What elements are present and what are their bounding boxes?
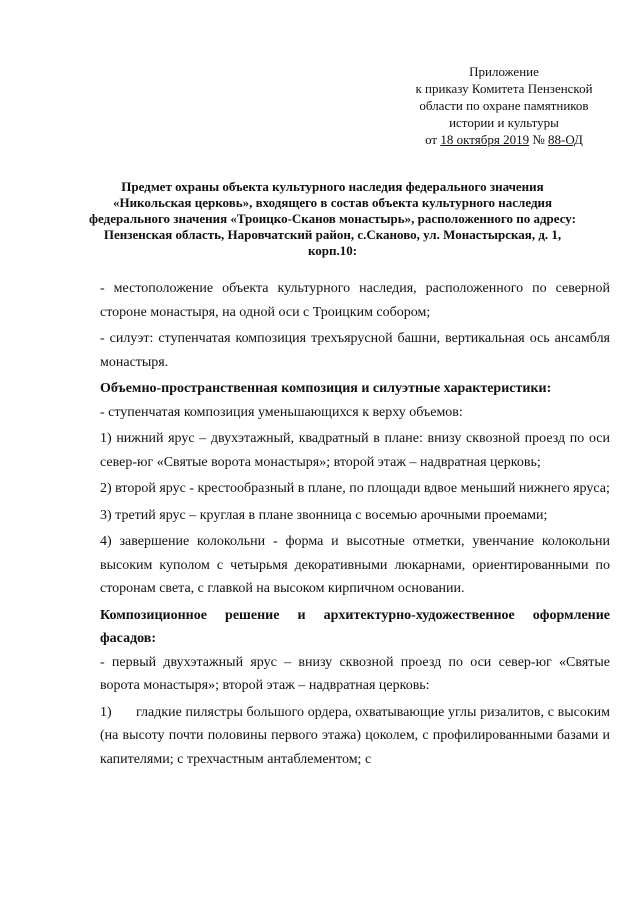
section-heading-facades: Композиционное решение и архитектурно-художественное оформление фасадов:	[100, 607, 610, 646]
list-item-tier-2: 2) второй ярус - крестообразный в плане, по площади вдвое меньший нижнего яруса;	[100, 481, 610, 496]
list-item-tier-1: 1) нижний ярус – двухэтажный, квадратный в плане: внизу сквозной проезд по оси север-юг «Святые ворота монастыря»; второй этаж – надвратная церковь;	[100, 431, 610, 470]
document-title	[60, 179, 605, 259]
annex-line: к приказу Комитета Пензенской	[415, 81, 593, 96]
title-line: Пензенская область, Наровчатский район, с.Сканово, ул. Монастырская, д. 1,	[103, 227, 562, 242]
list-item-pilasters	[100, 701, 610, 772]
title-line: Предмет охраны объекта культурного наследия федерального значения	[121, 179, 544, 194]
annex-date-line	[402, 131, 606, 148]
section-heading-volume: Объемно-пространственная композиция и силуэтные характеристики:	[100, 381, 552, 396]
title-line: «Никольская церковь», входящего в состав объекта культурного наследия	[112, 195, 553, 210]
list-text: гладкие пилястры большого ордера, охватывающие углы ризалитов, с высоким (на высоту почти половины первого этажа) цоколем, с профилированными базами и капителями; с трехчастным антаблементом; с	[100, 704, 610, 767]
paragraph-stepped: - ступенчатая композиция уменьшающихся к верху объемов:	[100, 404, 463, 420]
title-line: федерального значения «Троицко-Сканов монастырь», расположенного по адресу:	[89, 211, 576, 226]
list-item-tier-4: 4) завершение колокольни - форма и высотные отметки, увенчание колокольни высоким куполом с четырьмя декоративными люкарнами, ориентированными по сторонам света, с главкой на высоком кирпичном основании.	[100, 534, 610, 596]
annex-block	[402, 63, 606, 148]
annex-number: 88-ОД	[547, 132, 583, 147]
annex-line: истории и культуры	[449, 115, 559, 130]
list-item-tier-3: 3) третий ярус – круглая в плане звонница с восемью арочными проемами;	[100, 507, 548, 523]
paragraph-location: - местоположение объекта культурного наследия, расположенного по северной стороне монастыря, на одной оси с Троицким собором;	[100, 281, 610, 320]
title-line: корп.10:	[307, 243, 358, 258]
list-number: 1)	[100, 704, 112, 720]
document-body	[100, 277, 610, 771]
annex-line: области по охране памятников	[419, 98, 589, 113]
annex-number-sign: №	[532, 132, 545, 147]
annex-line: Приложение	[469, 64, 539, 79]
annex-date-prefix: от	[425, 132, 438, 147]
paragraph-first-tier: - первый двухэтажный ярус – внизу сквозной проезд по оси север-юг «Святые ворота монастыря»; второй этаж – надвратная церковь:	[100, 654, 610, 693]
annex-date: 18 октября 2019	[440, 132, 530, 147]
paragraph-silhouette: - силуэт: ступенчатая композиция трехъярусной башни, вертикальная ось ансамбля монастыря.	[100, 331, 610, 370]
